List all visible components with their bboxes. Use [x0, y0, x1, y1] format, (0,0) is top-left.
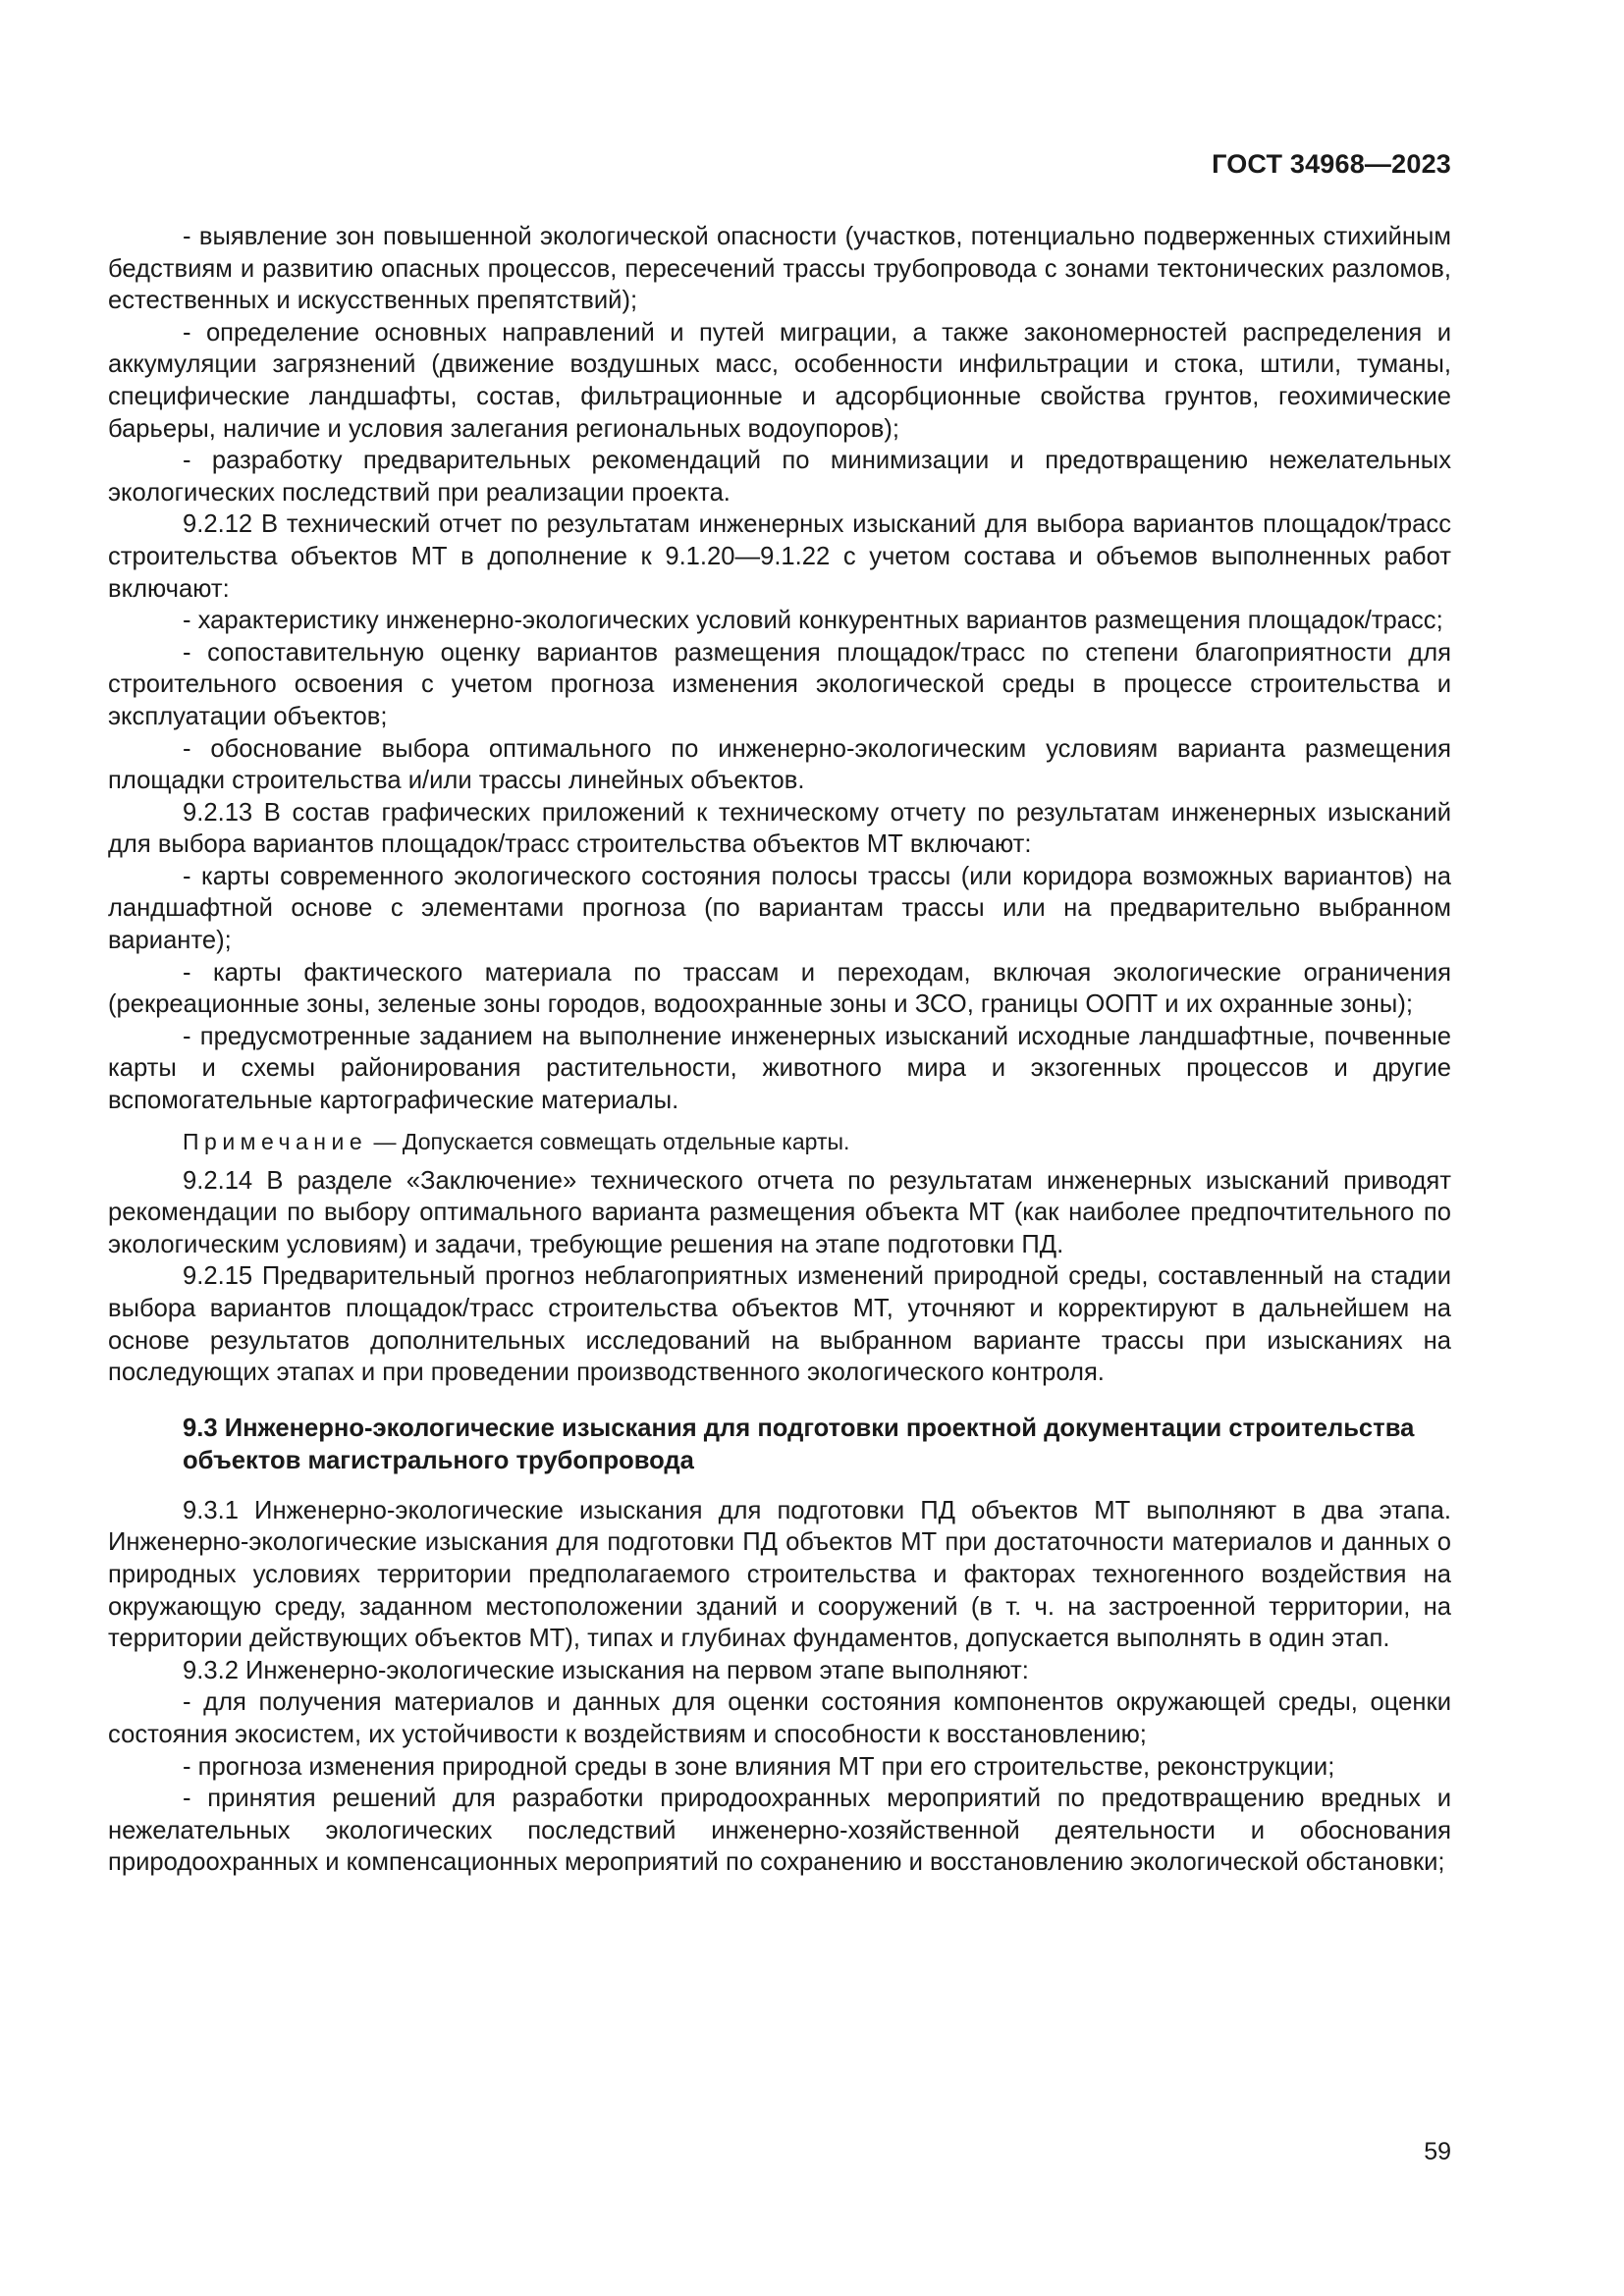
clause-9-2-15: 9.2.15 Предварительный прогноз неблагоприятных изменений природной среды, составленный на стадии выбора вариантов площадок/трасс строительства объектов МТ, уточняют и корректируют в дальнейшем на основе результатов дополнительных исследований на выбранном варианте трассы при изысканиях на последующих этапах и при проведении производственного экологического контроля. — [108, 1262, 1451, 1387]
list-item: - предусмотренные заданием на выполнение инженерных изысканий исходные ландшафтные, почвенные карты и схемы районирования растительности, животного мира и экзогенных процессов и другие вспомогательные картографические материалы. — [108, 1022, 1451, 1115]
list-item: - характеристику инженерно-экологических условий конкурентных вариантов размещения площадок/трасс; — [183, 607, 1443, 635]
list-item: - прогноза изменения природной среды в зоне влияния МТ при его строительстве, реконструкции; — [183, 1752, 1335, 1781]
note-label: Примечание — [183, 1128, 368, 1154]
document-body — [108, 221, 1451, 1879]
clause-9-3-2: 9.3.2 Инженерно-экологические изыскания на первом этапе выполняют: — [183, 1656, 1029, 1684]
clause-9-2-13: 9.2.13 В состав графических приложений к техническому отчету по результатам инженерных изысканий для выбора вариантов площадок/трасс строительства объектов МТ включают: — [108, 798, 1451, 859]
note — [108, 1127, 1451, 1156]
clause-9-2-12: 9.2.12 В технический отчет по результатам инженерных изысканий для выбора вариантов площадок/трасс строительства объектов МТ в дополнение к 9.1.20—9.1.22 с учетом состава и объемов выполненных работ включают: — [108, 510, 1451, 603]
list-item: - для получения материалов и данных для оценки состояния компонентов окружающей среды, оценки состояния экосистем, их устойчивости к воздействиям и способности к восстановлению; — [108, 1688, 1451, 1748]
list-item: - карты фактического материала по трассам и переходам, включая экологические ограничения (рекреационные зоны, зеленые зоны городов, водоохранные зоны и ЗСО, границы ООПТ и их охранные зоны); — [108, 958, 1451, 1019]
page-number: 59 — [1424, 2138, 1451, 2165]
clause-9-2-14: 9.2.14 В разделе «Заключение» технического отчета по результатам инженерных изысканий приводят рекомендации по выбору оптимального варианта размещения объекта МТ (как наиболее предпочтительного по экологическим условиям) и задачи, требующие решения на этапе подготовки ПД. — [108, 1166, 1451, 1258]
list-item: - разработку предварительных рекомендаций по минимизации и предотвращению нежелательных экологических последствий при реализации проекта. — [108, 447, 1451, 507]
list-item: - определение основных направлений и путей миграции, а также закономерностей распределения и аккумуляции загрязнений (движение воздушных масс, особенности инфильтрации и стока, штили, туманы, специфические ландшафты, состав, фильтрационные и адсорбционные свойства грунтов, геохимические барьеры, наличие и условия залегания региональных водоупоров); — [108, 318, 1451, 443]
list-item: - выявление зон повышенной экологической опасности (участков, потенциально подверженных стихийным бедствиям и развитию опасных процессов, пересечений трассы трубопровода с зонами тектонических разломов, естественных и искусственных препятствий); — [108, 223, 1451, 315]
document-header: ГОСТ 34968—2023 — [1212, 149, 1451, 179]
section-heading: 9.3 Инженерно-экологические изыскания для подготовки проектной документации строительства объектов магистрального трубопровода — [183, 1414, 1415, 1474]
note-text: — Допускается совмещать отдельные карты. — [367, 1128, 850, 1154]
list-item: - принятия решений для разработки природоохранных мероприятий по предотвращению вредных и нежелательных экологических последствий инженерно-хозяйственной деятельности и обоснования природоохранных и компенсационных мероприятий по сохранению и восстановлению экологической обстановки; — [108, 1785, 1451, 1877]
list-item: - карты современного экологического состояния полосы трассы (или коридора возможных вариантов) на ландшафтной основе с элементами прогноза (по вариантам трассы или на предварительно выбранном варианте); — [108, 862, 1451, 955]
clause-9-3-1: 9.3.1 Инженерно-экологические изыскания для подготовки ПД объектов МТ выполняют в два этапа. Инженерно-экологические изыскания для подготовки ПД объектов МТ при достаточности материалов и данных о природных условиях территории предполагаемого строительства и факторах техногенного воздействия на окружающую среду, заданном местоположении зданий и сооружений (в т. ч. на застроенной территории, на территории действующих объектов МТ), типах и глубинах фундаментов, допускается выполнять в один этап. — [108, 1496, 1451, 1653]
list-item: - обоснование выбора оптимального по инженерно-экологическим условиям варианта размещения площадки строительства и/или трассы линейных объектов. — [108, 734, 1451, 795]
list-item: - сопоставительную оценку вариантов размещения площадок/трасс по степени благоприятности для строительного освоения с учетом прогноза изменения экологической среды в процессе строительства и эксплуатации объектов; — [108, 638, 1451, 730]
